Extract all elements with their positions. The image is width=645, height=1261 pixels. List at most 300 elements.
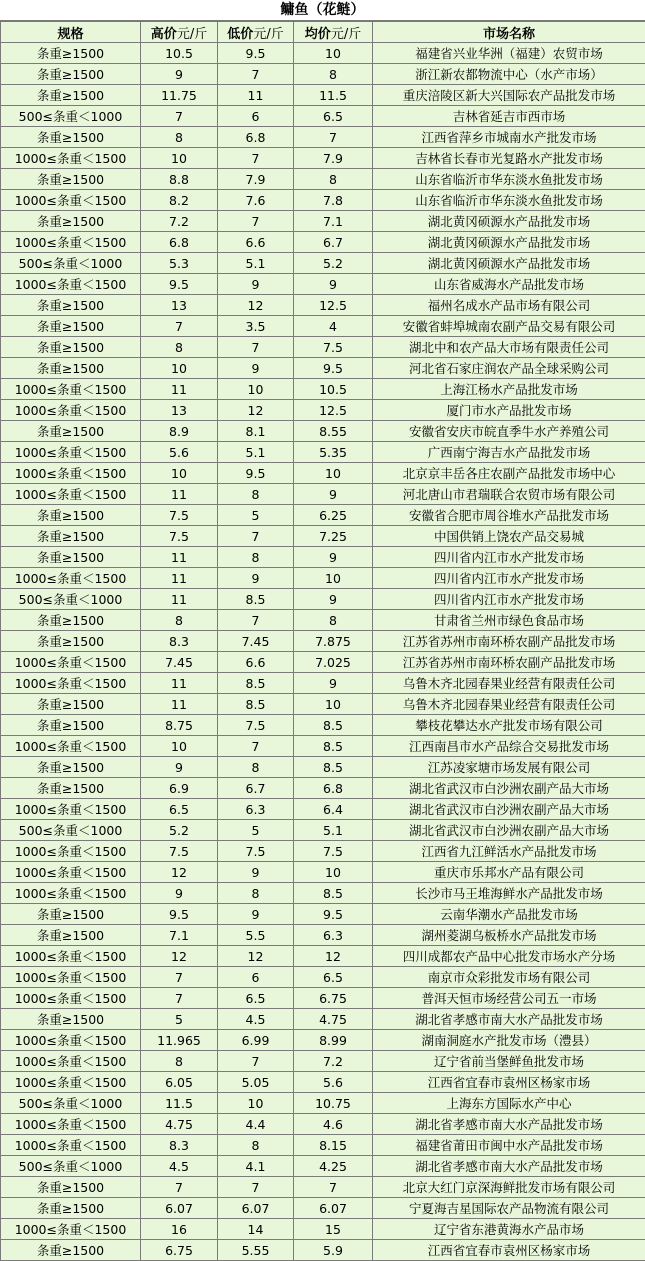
cell-low: 7.9 — [218, 169, 294, 190]
cell-avg: 11.5 — [294, 85, 373, 106]
cell-high: 4.5 — [141, 1156, 218, 1177]
cell-avg: 8.15 — [294, 1135, 373, 1156]
cell-avg: 10 — [294, 694, 373, 715]
table-row — [1, 1240, 645, 1261]
cell-high: 8.2 — [141, 190, 218, 211]
cell-spec: 1000≤条重＜1500 — [1, 967, 141, 988]
cell-high: 8 — [141, 1051, 218, 1072]
table-row — [1, 463, 645, 484]
table-row — [1, 715, 645, 736]
cell-low: 5.1 — [218, 442, 294, 463]
cell-market: 甘肃省兰州市绿色食品市场 — [373, 610, 645, 631]
cell-high: 8.3 — [141, 631, 218, 652]
cell-high: 9.5 — [141, 274, 218, 295]
cell-avg: 9 — [294, 547, 373, 568]
cell-market: 湖州菱湖乌板桥水产品批发市场 — [373, 925, 645, 946]
cell-spec: 条重≥1500 — [1, 904, 141, 925]
cell-avg: 4.6 — [294, 1114, 373, 1135]
cell-spec: 条重≥1500 — [1, 337, 141, 358]
table-row — [1, 274, 645, 295]
cell-avg: 9.5 — [294, 358, 373, 379]
cell-market: 湖北黄冈硕源水产品批发市场 — [373, 253, 645, 274]
cell-low: 12 — [218, 295, 294, 316]
cell-market: 湖北中和农产品大市场有限责任公司 — [373, 337, 645, 358]
cell-high: 10 — [141, 358, 218, 379]
cell-market: 浙江新农都物流中心（水产市场） — [373, 64, 645, 85]
table-row — [1, 652, 645, 673]
cell-market: 四川省内江市水产批发市场 — [373, 547, 645, 568]
cell-avg: 10 — [294, 568, 373, 589]
cell-market: 江西省宜春市袁州区杨家市场 — [373, 1240, 645, 1261]
table-row — [1, 1072, 645, 1093]
header-high — [141, 22, 218, 43]
cell-high: 11 — [141, 589, 218, 610]
table-row — [1, 673, 645, 694]
cell-spec: 1000≤条重＜1500 — [1, 190, 141, 211]
cell-low: 9 — [218, 862, 294, 883]
cell-market: 中国供销上饶农产品交易城 — [373, 526, 645, 547]
cell-spec: 条重≥1500 — [1, 127, 141, 148]
cell-avg: 7.25 — [294, 526, 373, 547]
cell-market: 河北省石家庄润农产品全球采购公司 — [373, 358, 645, 379]
cell-high: 5.2 — [141, 820, 218, 841]
cell-avg: 9.5 — [294, 904, 373, 925]
table-row — [1, 1219, 645, 1240]
cell-avg: 8.99 — [294, 1030, 373, 1051]
cell-market: 湖北省孝感市南大水产品批发市场 — [373, 1009, 645, 1030]
cell-spec: 1000≤条重＜1500 — [1, 946, 141, 967]
cell-low: 5.1 — [218, 253, 294, 274]
cell-high: 9 — [141, 64, 218, 85]
cell-avg: 7.025 — [294, 652, 373, 673]
cell-market: 湖南洞庭水产批发市场（澧县） — [373, 1030, 645, 1051]
cell-market: 南京市众彩批发市场有限公司 — [373, 967, 645, 988]
cell-spec: 条重≥1500 — [1, 757, 141, 778]
cell-spec: 1000≤条重＜1500 — [1, 568, 141, 589]
cell-spec: 1000≤条重＜1500 — [1, 883, 141, 904]
cell-market: 吉林省长春市光复路水产批发市场 — [373, 148, 645, 169]
cell-market: 湖北省武汉市白沙洲农副产品大市场 — [373, 799, 645, 820]
table-row — [1, 883, 645, 904]
header-market: 市场名称 — [373, 22, 645, 43]
cell-low: 5 — [218, 505, 294, 526]
cell-low: 8 — [218, 484, 294, 505]
cell-low: 7 — [218, 1177, 294, 1198]
table-row — [1, 232, 645, 253]
cell-spec: 条重≥1500 — [1, 421, 141, 442]
cell-avg: 9 — [294, 484, 373, 505]
cell-market: 广西南宁海吉水产品批发市场 — [373, 442, 645, 463]
cell-market: 江苏省苏州市南环桥农副产品批发市场 — [373, 652, 645, 673]
cell-high: 6.8 — [141, 232, 218, 253]
cell-avg: 9 — [294, 589, 373, 610]
cell-spec: 条重≥1500 — [1, 610, 141, 631]
cell-low: 9 — [218, 358, 294, 379]
cell-spec: 1000≤条重＜1500 — [1, 736, 141, 757]
cell-market: 江西南昌市水产品综合交易批发市场 — [373, 736, 645, 757]
cell-spec: 1000≤条重＜1500 — [1, 988, 141, 1009]
cell-avg: 6.3 — [294, 925, 373, 946]
cell-avg: 12.5 — [294, 400, 373, 421]
cell-spec: 1000≤条重＜1500 — [1, 148, 141, 169]
table-row — [1, 841, 645, 862]
table-row — [1, 442, 645, 463]
cell-spec: 条重≥1500 — [1, 316, 141, 337]
cell-avg: 8.5 — [294, 757, 373, 778]
header-row — [1, 22, 645, 43]
cell-spec: 条重≥1500 — [1, 295, 141, 316]
cell-market: 江西省萍乡市城南水产批发市场 — [373, 127, 645, 148]
table-row — [1, 610, 645, 631]
table-row — [1, 547, 645, 568]
cell-avg: 6.25 — [294, 505, 373, 526]
sheet-title: 鳙鱼（花鲢） — [0, 0, 645, 21]
cell-high: 8.75 — [141, 715, 218, 736]
cell-spec: 条重≥1500 — [1, 1198, 141, 1219]
cell-market: 上海东方国际水产中心 — [373, 1093, 645, 1114]
cell-high: 11 — [141, 673, 218, 694]
header-low-label: 低价 — [227, 26, 254, 42]
table-row — [1, 589, 645, 610]
cell-market: 湖北省孝感市南大水产品批发市场 — [373, 1156, 645, 1177]
cell-high: 11.75 — [141, 85, 218, 106]
cell-low: 9 — [218, 904, 294, 925]
cell-avg: 6.07 — [294, 1198, 373, 1219]
cell-spec: 条重≥1500 — [1, 715, 141, 736]
cell-market: 四川省内江市水产批发市场 — [373, 568, 645, 589]
table-row — [1, 295, 645, 316]
cell-high: 6.75 — [141, 1240, 218, 1261]
cell-market: 辽宁省东港黄海水产品市场 — [373, 1219, 645, 1240]
table-row — [1, 1093, 645, 1114]
cell-high: 7.5 — [141, 526, 218, 547]
cell-low: 5 — [218, 820, 294, 841]
cell-low: 12 — [218, 946, 294, 967]
cell-low: 10 — [218, 379, 294, 400]
cell-low: 9 — [218, 568, 294, 589]
cell-high: 11 — [141, 379, 218, 400]
cell-avg: 7 — [294, 127, 373, 148]
table-row — [1, 1198, 645, 1219]
cell-high: 8 — [141, 337, 218, 358]
cell-high: 5.6 — [141, 442, 218, 463]
cell-high: 11.5 — [141, 1093, 218, 1114]
cell-low: 7.5 — [218, 841, 294, 862]
cell-spec: 1000≤条重＜1500 — [1, 799, 141, 820]
cell-avg: 7.8 — [294, 190, 373, 211]
cell-spec: 1000≤条重＜1500 — [1, 463, 141, 484]
cell-avg: 6.75 — [294, 988, 373, 1009]
table-row — [1, 253, 645, 274]
cell-spec: 1000≤条重＜1500 — [1, 379, 141, 400]
cell-low: 7.5 — [218, 715, 294, 736]
cell-high: 11 — [141, 568, 218, 589]
cell-avg: 7.2 — [294, 1051, 373, 1072]
cell-spec: 1000≤条重＜1500 — [1, 652, 141, 673]
cell-low: 11 — [218, 85, 294, 106]
cell-market: 乌鲁木齐北园春果业经营有限责任公司 — [373, 694, 645, 715]
cell-spec: 500≤条重＜1000 — [1, 1156, 141, 1177]
cell-market: 湖北黄冈硕源水产品批发市场 — [373, 232, 645, 253]
cell-spec: 500≤条重＜1000 — [1, 106, 141, 127]
cell-high: 12 — [141, 862, 218, 883]
cell-avg: 6.7 — [294, 232, 373, 253]
cell-high: 8.9 — [141, 421, 218, 442]
cell-low: 9 — [218, 274, 294, 295]
cell-high: 4.75 — [141, 1114, 218, 1135]
cell-high: 13 — [141, 400, 218, 421]
cell-market: 河北唐山市君瑞联合农贸市场有限公司 — [373, 484, 645, 505]
cell-spec: 500≤条重＜1000 — [1, 1093, 141, 1114]
cell-avg: 9 — [294, 274, 373, 295]
cell-market: 安徽省安庆市皖直季牛水产养殖公司 — [373, 421, 645, 442]
cell-low: 10 — [218, 1093, 294, 1114]
cell-low: 8 — [218, 757, 294, 778]
cell-low: 9.5 — [218, 463, 294, 484]
table-row — [1, 211, 645, 232]
cell-spec: 1000≤条重＜1500 — [1, 1219, 141, 1240]
table-row — [1, 127, 645, 148]
cell-high: 7.5 — [141, 841, 218, 862]
cell-market: 长沙市马王堆海鲜水产品批发市场 — [373, 883, 645, 904]
cell-market: 安徽省蚌埠城南农副产品交易有限公司 — [373, 316, 645, 337]
cell-spec: 条重≥1500 — [1, 1009, 141, 1030]
table-row — [1, 1030, 645, 1051]
header-spec: 规格 — [1, 22, 141, 43]
cell-market: 山东省威海水产品批发市场 — [373, 274, 645, 295]
cell-low: 12 — [218, 400, 294, 421]
cell-avg: 7 — [294, 1177, 373, 1198]
cell-high: 9 — [141, 757, 218, 778]
cell-low: 7 — [218, 610, 294, 631]
cell-high: 8.3 — [141, 1135, 218, 1156]
cell-spec: 条重≥1500 — [1, 694, 141, 715]
cell-spec: 1000≤条重＜1500 — [1, 484, 141, 505]
cell-low: 7 — [218, 148, 294, 169]
cell-avg: 10.5 — [294, 379, 373, 400]
cell-spec: 1000≤条重＜1500 — [1, 1114, 141, 1135]
cell-spec: 1000≤条重＜1500 — [1, 1072, 141, 1093]
cell-market: 山东省临沂市华东淡水鱼批发市场 — [373, 169, 645, 190]
cell-spec: 1000≤条重＜1500 — [1, 1051, 141, 1072]
cell-high: 16 — [141, 1219, 218, 1240]
cell-avg: 10 — [294, 43, 373, 64]
cell-market: 江西省九江鲜活水产品批发市场 — [373, 841, 645, 862]
cell-market: 湖北省孝感市南大水产品批发市场 — [373, 1114, 645, 1135]
cell-avg: 7.5 — [294, 841, 373, 862]
cell-low: 7.45 — [218, 631, 294, 652]
header-avg-label: 均价 — [304, 26, 331, 42]
cell-spec: 1000≤条重＜1500 — [1, 673, 141, 694]
cell-avg: 7.9 — [294, 148, 373, 169]
table-row — [1, 631, 645, 652]
cell-high: 7 — [141, 967, 218, 988]
table-row — [1, 169, 645, 190]
cell-low: 14 — [218, 1219, 294, 1240]
cell-market: 重庆市乐邦水产品有限公司 — [373, 862, 645, 883]
cell-market: 攀枝花攀达水产批发市场有限公司 — [373, 715, 645, 736]
cell-market: 重庆涪陵区新大兴国际农产品批发市场 — [373, 85, 645, 106]
table-row — [1, 1114, 645, 1135]
table-row — [1, 337, 645, 358]
cell-avg: 7.1 — [294, 211, 373, 232]
cell-market: 四川成都农产品中心批发市场水产分场 — [373, 946, 645, 967]
cell-low: 4.1 — [218, 1156, 294, 1177]
table-row — [1, 43, 645, 64]
cell-spec: 条重≥1500 — [1, 169, 141, 190]
table-row — [1, 85, 645, 106]
cell-market: 北京大红门京深海鲜批发市场有限公司 — [373, 1177, 645, 1198]
cell-high: 11 — [141, 484, 218, 505]
cell-market: 吉林省延吉市西市场 — [373, 106, 645, 127]
cell-avg: 8.5 — [294, 736, 373, 757]
cell-spec: 条重≥1500 — [1, 358, 141, 379]
cell-high: 6.9 — [141, 778, 218, 799]
cell-avg: 5.1 — [294, 820, 373, 841]
cell-spec: 条重≥1500 — [1, 64, 141, 85]
cell-avg: 6.4 — [294, 799, 373, 820]
table-row — [1, 190, 645, 211]
cell-spec: 1000≤条重＜1500 — [1, 442, 141, 463]
cell-spec: 1000≤条重＜1500 — [1, 274, 141, 295]
cell-avg: 10 — [294, 862, 373, 883]
cell-low: 7 — [218, 337, 294, 358]
cell-avg: 4.75 — [294, 1009, 373, 1030]
table-row — [1, 967, 645, 988]
cell-low: 6.6 — [218, 652, 294, 673]
cell-spec: 500≤条重＜1000 — [1, 820, 141, 841]
cell-high: 7.2 — [141, 211, 218, 232]
cell-low: 7 — [218, 526, 294, 547]
cell-high: 10 — [141, 148, 218, 169]
cell-low: 7.6 — [218, 190, 294, 211]
cell-avg: 5.35 — [294, 442, 373, 463]
cell-low: 6.7 — [218, 778, 294, 799]
cell-market: 四川省内江市水产批发市场 — [373, 589, 645, 610]
cell-spec: 1000≤条重＜1500 — [1, 862, 141, 883]
cell-low: 8.5 — [218, 673, 294, 694]
header-low — [218, 22, 294, 43]
cell-low: 5.55 — [218, 1240, 294, 1261]
cell-low: 7 — [218, 211, 294, 232]
cell-market: 福州名成水产品市场有限公司 — [373, 295, 645, 316]
cell-market: 乌鲁木齐北园春果业经营有限责任公司 — [373, 673, 645, 694]
cell-high: 9 — [141, 883, 218, 904]
cell-spec: 条重≥1500 — [1, 211, 141, 232]
cell-low: 8.5 — [218, 589, 294, 610]
cell-high: 7.1 — [141, 925, 218, 946]
table-row — [1, 925, 645, 946]
table-row — [1, 1177, 645, 1198]
cell-high: 10 — [141, 463, 218, 484]
cell-low: 7 — [218, 736, 294, 757]
table-row — [1, 904, 645, 925]
cell-spec: 1000≤条重＜1500 — [1, 232, 141, 253]
table-row — [1, 379, 645, 400]
cell-low: 3.5 — [218, 316, 294, 337]
table-row — [1, 778, 645, 799]
cell-market: 福建省莆田市闽中水产品批发市场 — [373, 1135, 645, 1156]
table-row — [1, 526, 645, 547]
table-row — [1, 862, 645, 883]
cell-high: 10.5 — [141, 43, 218, 64]
table-row — [1, 1009, 645, 1030]
cell-avg: 7.875 — [294, 631, 373, 652]
table-row — [1, 799, 645, 820]
header-high-label: 高价 — [150, 26, 177, 42]
table-row — [1, 484, 645, 505]
cell-high: 7 — [141, 988, 218, 1009]
cell-low: 6 — [218, 106, 294, 127]
cell-avg: 15 — [294, 1219, 373, 1240]
cell-high: 7 — [141, 1177, 218, 1198]
cell-market: 辽宁省前当堡鲜鱼批发市场 — [373, 1051, 645, 1072]
cell-spec: 条重≥1500 — [1, 925, 141, 946]
cell-market: 宁夏海吉星国际农产品物流有限公司 — [373, 1198, 645, 1219]
cell-low: 6 — [218, 967, 294, 988]
table-row — [1, 505, 645, 526]
cell-low: 6.3 — [218, 799, 294, 820]
table-row — [1, 148, 645, 169]
table-row — [1, 694, 645, 715]
cell-low: 8 — [218, 547, 294, 568]
cell-spec: 条重≥1500 — [1, 526, 141, 547]
header-high-unit: 元/斤 — [176, 26, 208, 42]
cell-spec: 条重≥1500 — [1, 85, 141, 106]
cell-low: 8.1 — [218, 421, 294, 442]
table-row — [1, 106, 645, 127]
cell-low: 9.5 — [218, 43, 294, 64]
cell-spec: 条重≥1500 — [1, 43, 141, 64]
table-row — [1, 820, 645, 841]
table-row — [1, 946, 645, 967]
cell-low: 4.4 — [218, 1114, 294, 1135]
table-row — [1, 988, 645, 1009]
cell-low: 8.5 — [218, 694, 294, 715]
cell-market: 湖北省武汉市白沙洲农副产品大市场 — [373, 820, 645, 841]
cell-spec: 条重≥1500 — [1, 778, 141, 799]
cell-high: 5.3 — [141, 253, 218, 274]
cell-high: 6.5 — [141, 799, 218, 820]
table-row — [1, 1051, 645, 1072]
cell-market: 山东省临沂市华东淡水鱼批发市场 — [373, 190, 645, 211]
cell-low: 6.6 — [218, 232, 294, 253]
cell-market: 上海江杨水产品批发市场 — [373, 379, 645, 400]
cell-high: 7 — [141, 106, 218, 127]
header-low-unit: 元/斤 — [253, 26, 284, 42]
cell-low: 8 — [218, 883, 294, 904]
cell-spec: 500≤条重＜1000 — [1, 589, 141, 610]
cell-avg: 6.5 — [294, 106, 373, 127]
cell-spec: 1000≤条重＜1500 — [1, 1030, 141, 1051]
cell-market: 普洱天恒市场经营公司五一市场 — [373, 988, 645, 1009]
cell-market: 云南华潮水产品批发市场 — [373, 904, 645, 925]
cell-spec: 条重≥1500 — [1, 547, 141, 568]
cell-market: 江西省宜春市袁州区杨家市场 — [373, 1072, 645, 1093]
cell-high: 8 — [141, 610, 218, 631]
cell-spec: 1000≤条重＜1500 — [1, 1135, 141, 1156]
cell-high: 8 — [141, 127, 218, 148]
cell-high: 13 — [141, 295, 218, 316]
cell-high: 10 — [141, 736, 218, 757]
table-row — [1, 400, 645, 421]
cell-avg: 4 — [294, 316, 373, 337]
cell-high: 6.05 — [141, 1072, 218, 1093]
cell-spec: 1000≤条重＜1500 — [1, 400, 141, 421]
cell-spec: 条重≥1500 — [1, 1177, 141, 1198]
table-row — [1, 736, 645, 757]
cell-avg: 6.5 — [294, 967, 373, 988]
